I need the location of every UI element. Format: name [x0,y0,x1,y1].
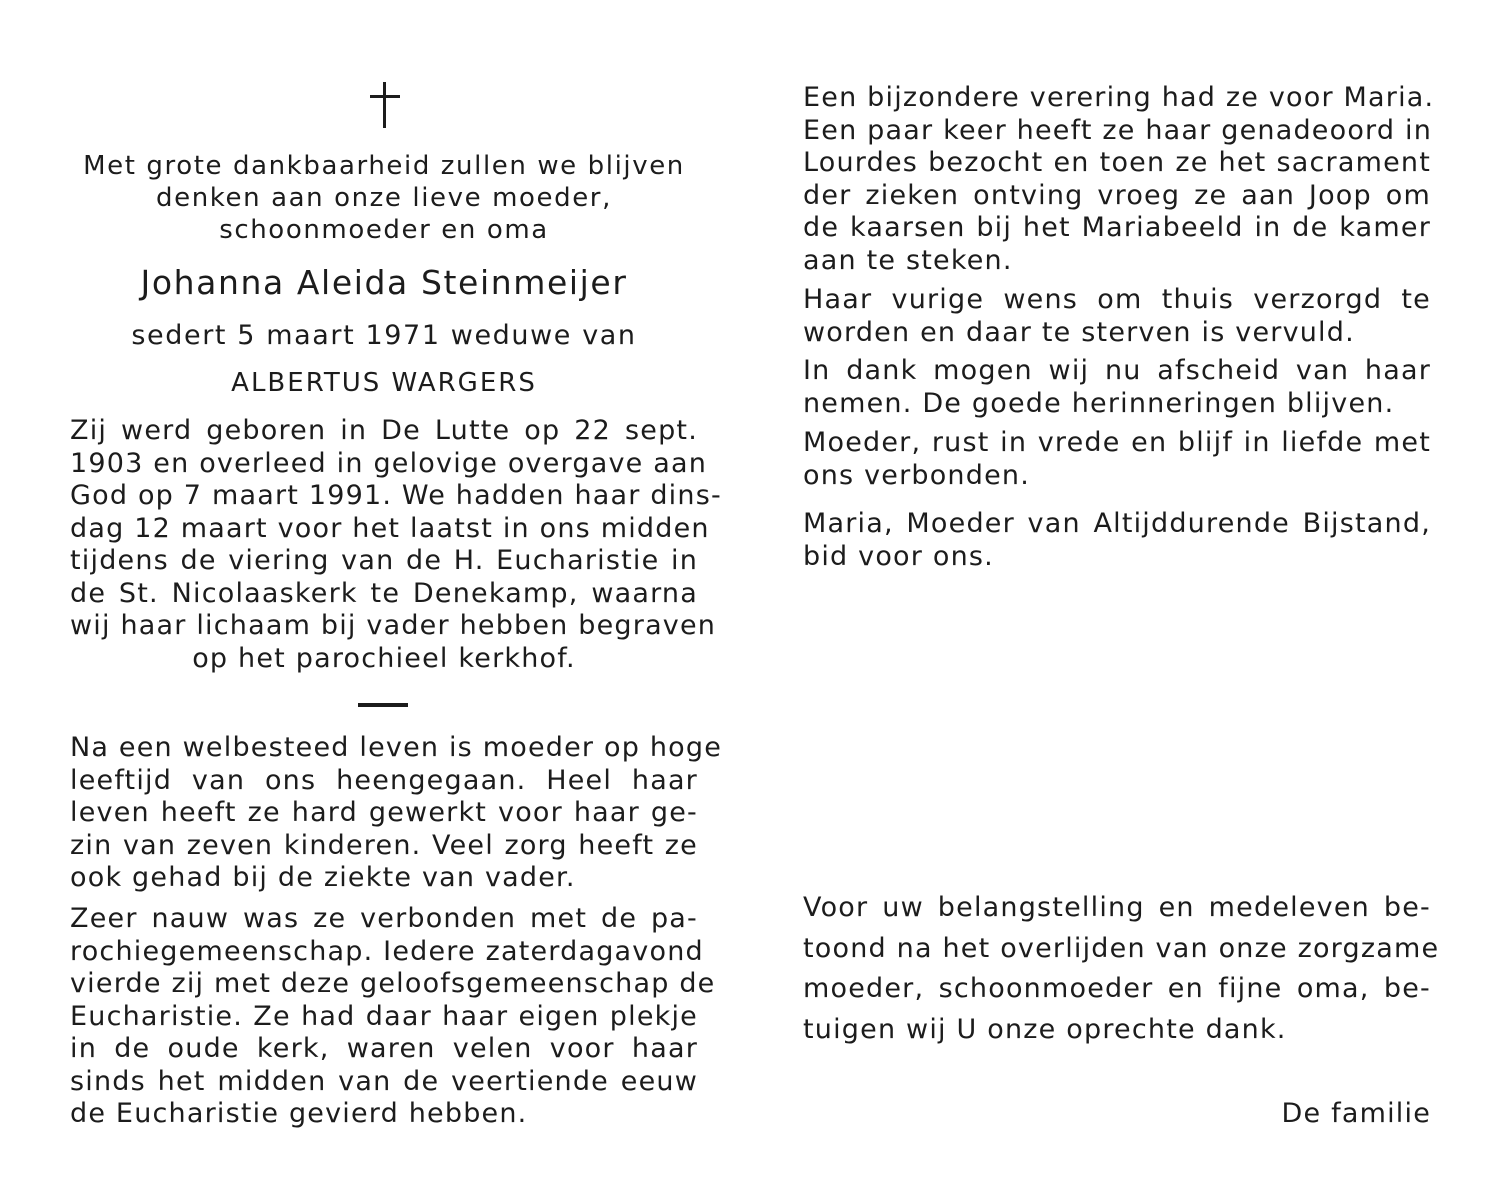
bio-line: op het parochieel kerkhof. [192,642,576,674]
maria-line: Lourdes bezocht en toen ze het sacrament [803,147,1431,178]
thanks-line: tuigen wij U onze oprechte dank. [803,1013,1287,1045]
parish-line: sinds het midden van de veertiende eeuw [70,1065,698,1097]
wish-paragraph [803,284,1431,349]
parish-line: Zeer nauw was ze verbonden met de pa- [70,903,698,934]
cross-icon [370,82,400,128]
bio-line: God op 7 maart 1991. We hadden haar dins- [70,480,722,511]
bio-paragraph [70,415,722,675]
prayer-line: bid voor ons. [803,540,994,572]
life-line: leeftijd van ons heengegaan. Heel haar [70,764,698,796]
signoff: De familie [1281,1098,1431,1129]
farewell-line: In dank mogen wij nu afscheid van haar [803,355,1431,386]
parish-line: de Eucharistie gevierd hebben. [70,1098,528,1129]
bio-line: 1903 en overleed in gelovige overgave aan [70,447,708,479]
life-line: ook gehad bij de ziekte van vader. [70,862,576,893]
bio-line: de St. Nicolaaskerk te Denekamp, waarna [70,577,698,609]
bio-line: Zij werd geboren in De Lutte op 22 sept. [70,415,698,446]
intro-line: denken aan onze lieve moeder, [156,183,612,213]
parish-line: in de oude kerk, waren velen voor haar [70,1033,698,1064]
thanks-line: toond na het overlijden van onze zorgzame [803,932,1440,964]
thanks-paragraph [803,888,1440,1050]
divider [358,703,408,707]
rest-paragraph [803,427,1431,492]
maria-line: Een paar keer heeft ze haar genadeoord in [803,114,1433,146]
bio-line: tijdens de viering van de H. Eucharistie in [70,545,698,576]
thanks-line: Voor uw belangstelling en medeleven be- [803,892,1431,923]
life-line: leven heeft ze hard gewerkt voor haar ge- [70,797,698,828]
husband-name: ALBERTUS WARGERS [231,368,537,398]
maria-line: aan te steken. [803,244,1013,276]
rest-line: Moeder, rust in vrede en blijf in liefde met [803,427,1431,458]
thanks-line: moeder, schoonmoeder en fijne oma, be- [803,973,1431,1004]
bio-line: wij haar lichaam bij vader hebben begraven [70,610,717,641]
wish-line: worden en daar te sterven is vervuld. [803,316,1355,348]
prayer-paragraph [803,508,1431,573]
farewell-paragraph [803,355,1431,420]
parish-paragraph [70,903,716,1131]
intro-text [70,150,698,246]
life-line: zin van zeven kinderen. Veel zorg heeft ze [70,829,698,861]
maria-line: Een bijzondere verering had ze voor Maria. [803,82,1435,113]
life-line: Na een welbesteed leven is moeder op hoge [70,732,723,763]
prayer-line: Maria, Moeder van Altijddurende Bijstand, [803,508,1431,539]
parish-line: Eucharistie. Ze had daar haar eigen plekje [70,1000,698,1032]
widow-line: sedert 5 maart 1971 weduwe van [131,320,637,351]
farewell-line: nemen. De goede herinneringen blijven. [803,387,1395,419]
bio-line: dag 12 maart voor het laatst in ons midden [70,512,710,544]
life-paragraph [70,732,723,895]
parish-line: vierde zij met deze geloofsgemeenschap de [70,968,716,999]
deceased-name: Johanna Aleida Steinmeijer [140,263,628,302]
intro-line: Met grote dankbaarheid zullen we blijven [83,151,685,181]
maria-line: de kaarsen bij het Mariabeeld in de kamer [803,212,1431,243]
rest-line: ons verbonden. [803,459,1030,491]
maria-paragraph [803,82,1435,277]
intro-line: schoonmoeder en oma [219,215,549,245]
parish-line: rochiegemeenschap. Iedere zaterdagavond [70,935,704,967]
wish-line: Haar vurige wens om thuis verzorgd te [803,284,1431,315]
maria-line: der zieken ontving vroeg ze aan Joop om [803,179,1431,211]
